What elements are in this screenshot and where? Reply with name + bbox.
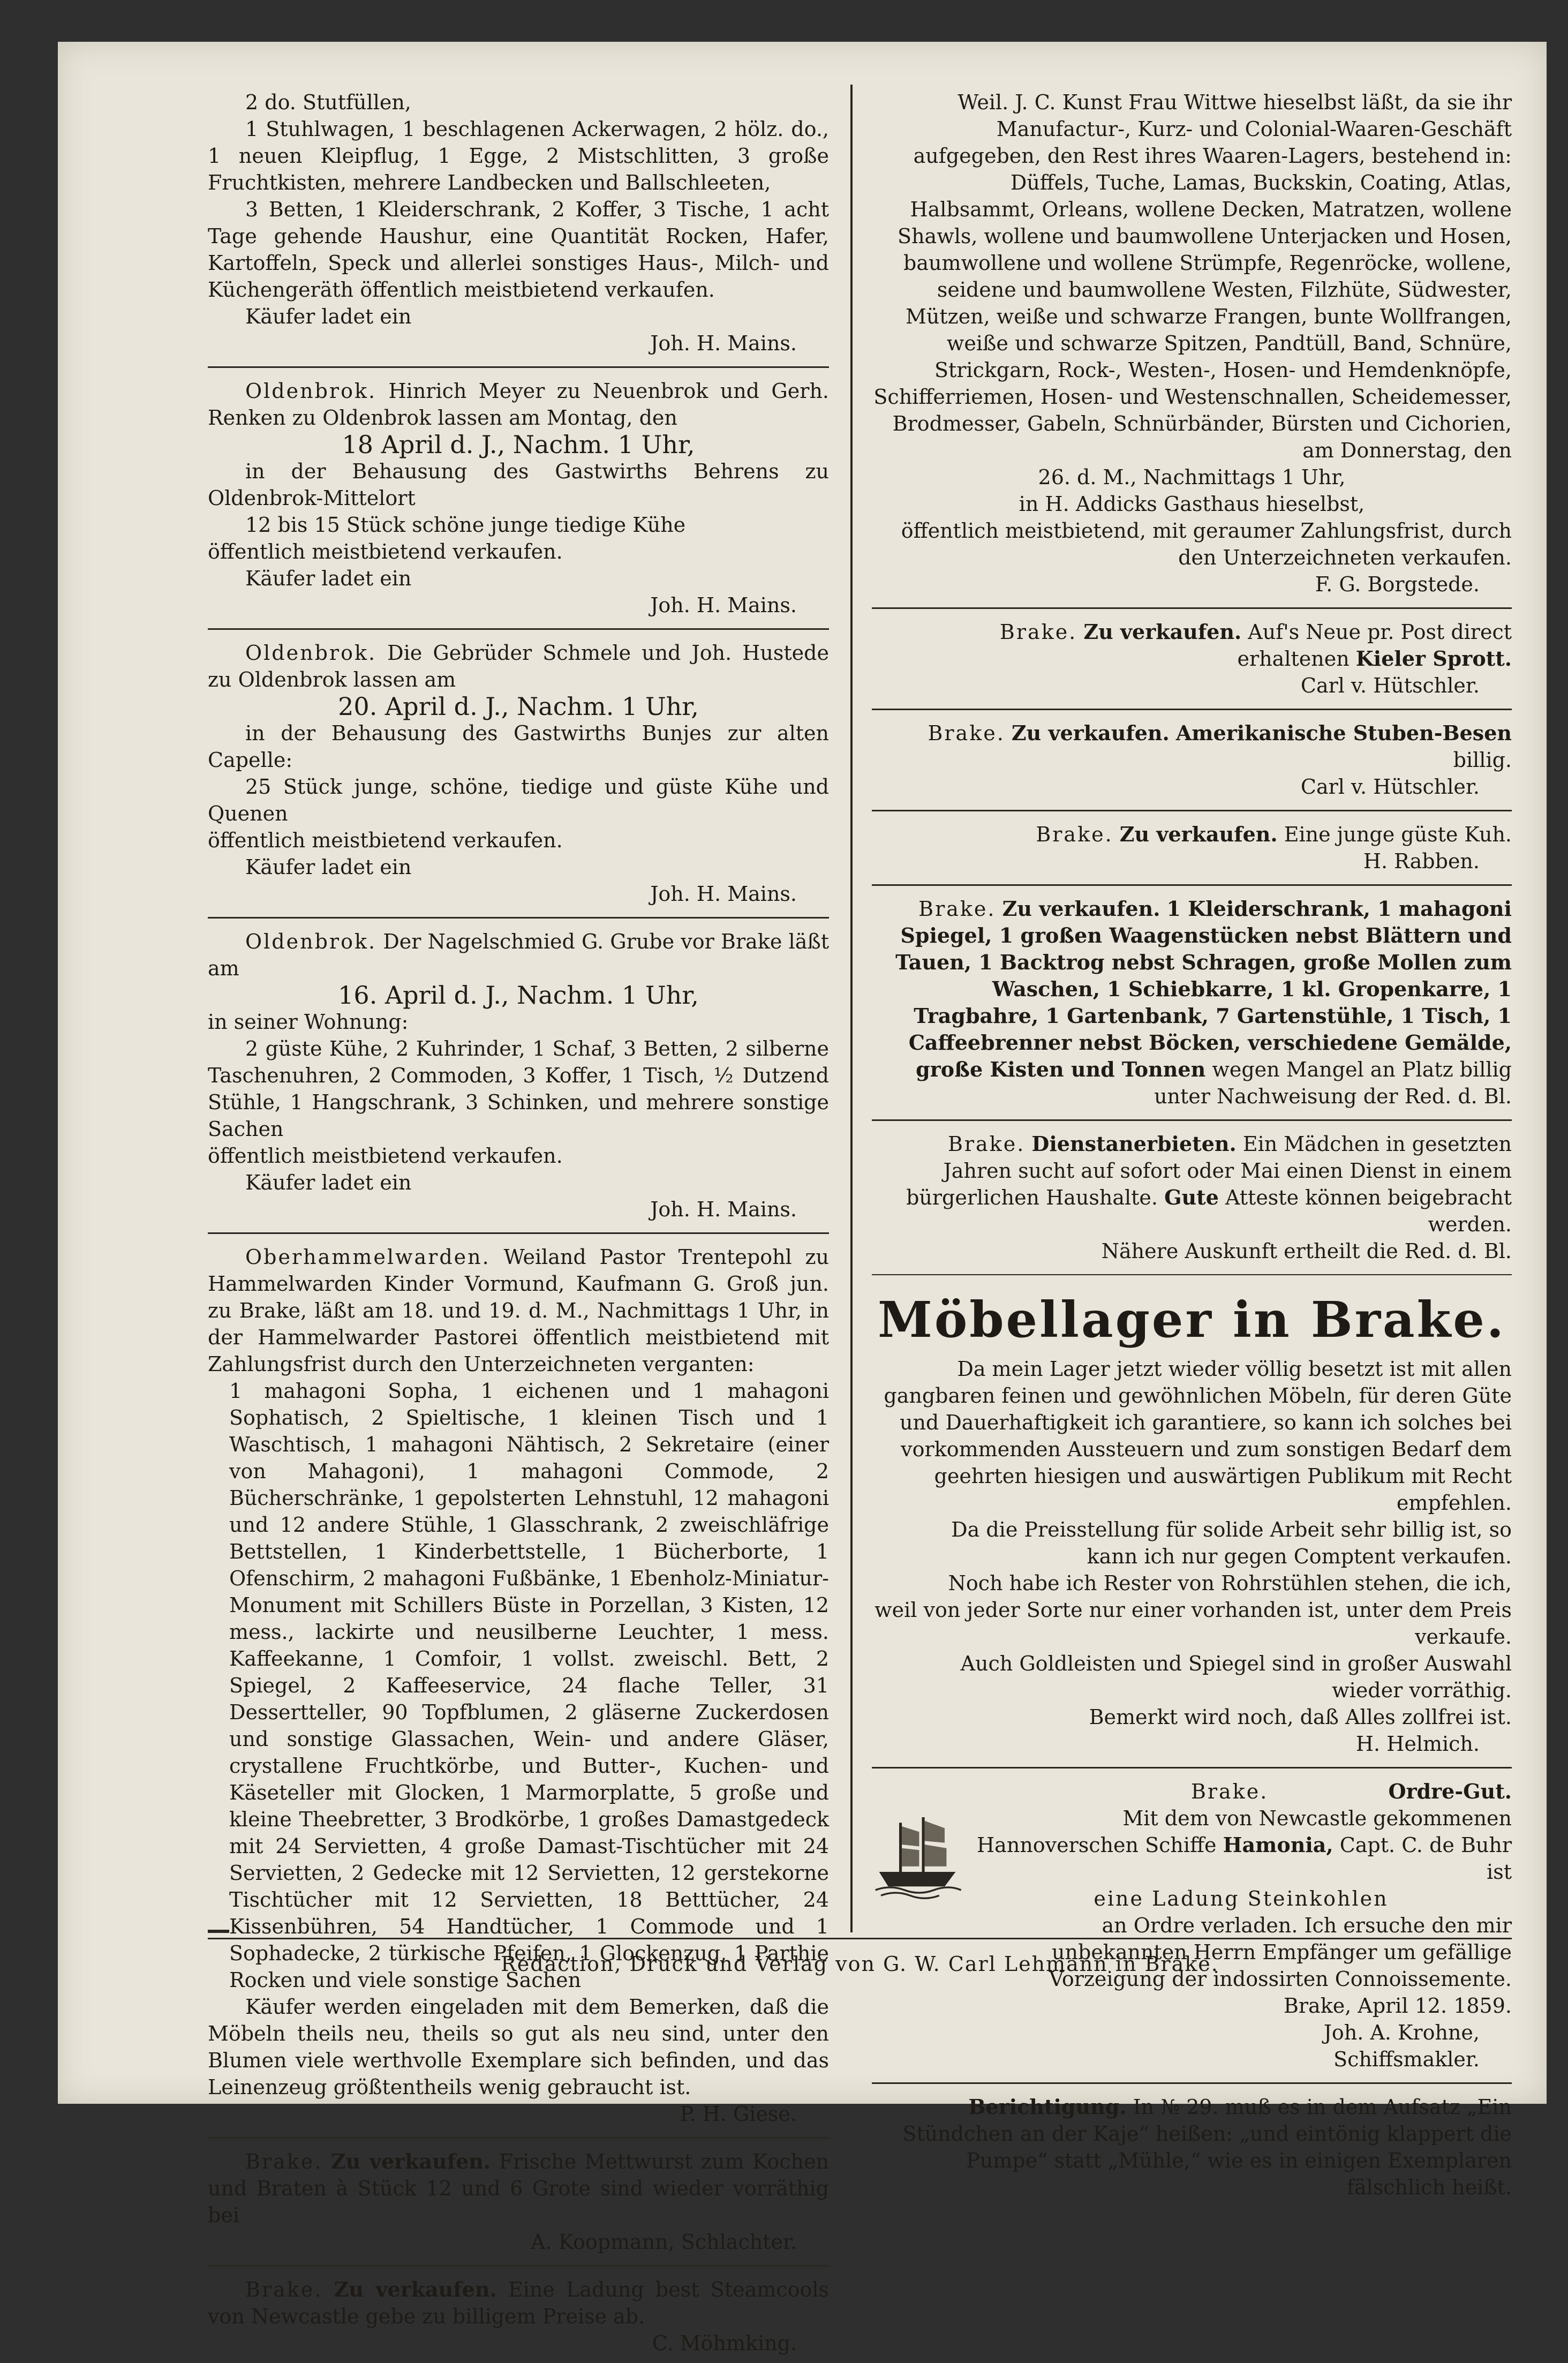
- imprint-footer: Redaction, Druck und Verlag von G. W. Carl Lehmann in Brake.: [208, 1938, 1512, 1976]
- job-ad-dienstanerbieten: [872, 1126, 1512, 1271]
- ad-place: Oldenbrok.: [245, 930, 377, 953]
- ad-divider: [208, 2137, 829, 2139]
- ad-signature: Joh. A. Krohne,: [1323, 2021, 1480, 2044]
- ad-place: Brake.: [947, 1132, 1026, 1156]
- right-column: [872, 85, 1512, 2207]
- ad-product: Kieler Sprott.: [1355, 646, 1512, 671]
- ad-divider: [872, 884, 1512, 886]
- ad-divider: [872, 1274, 1512, 1275]
- ad-signature: H. Rabben.: [1363, 849, 1480, 873]
- ad-closing: öffentlich meistbietend verkaufen.: [208, 829, 563, 852]
- ad-text: wegen Mangel an Platz billig unter Nachweisung der Red. d. Bl.: [1154, 1058, 1512, 1108]
- ad-invite: Käufer ladet ein: [245, 855, 412, 879]
- ad-invite: Käufer ladet ein: [245, 567, 412, 590]
- ad-invite: Käufer ladet ein: [245, 305, 412, 328]
- ad-heading: Berichtigung.: [968, 2095, 1127, 2119]
- ad-paragraph: Auch Goldleisten und Spiegel sind in großer Auswahl wieder vorräthig.: [960, 1652, 1512, 1702]
- ad-signature-title: Schiffsmakler.: [1333, 2048, 1480, 2071]
- ad-signature: Carl v. Hütschler.: [1300, 674, 1480, 697]
- ad-text: Weiland Pastor Trentepohl zu Hammelwarden Kinder Vormund, Kaufmann G. Groß jun. zu Brake, läßt am 18. und 19. d. M., Nachmittags 1 Uhr, in der Hammelwarder Pastorei öffentlich meistbietend mit Zahlungsfrist durch den Unterzeichneten verganten:: [208, 1245, 829, 1376]
- ad-text: Auf's Neue pr. Post direct erhaltenen: [1237, 620, 1512, 671]
- berichtigung-notice: [872, 2089, 1512, 2207]
- ad-signature: Joh. H. Mains.: [650, 593, 797, 617]
- ad-text: Eine Ladung best Steamcools von Newcastle gebe zu billigem Preise ab.: [208, 2278, 829, 2328]
- ad-divider: [208, 1232, 829, 1234]
- ad-bold: Gute: [1164, 1185, 1219, 1209]
- ad-signature: F. G. Borgstede.: [1315, 573, 1480, 596]
- ad-place: Brake.: [1190, 1780, 1269, 1803]
- ad-heading: Zu verkaufen.: [1119, 822, 1278, 846]
- ad-items: 25 Stück junge, schöne, tiedige und güste Kühe und Quenen: [208, 775, 829, 825]
- ad-line: 2 do. Stutfüllen,: [245, 91, 411, 114]
- ad-paragraph: Da die Preisstellung für solide Arbeit sehr billig ist, so kann ich nur gegen Comptent verkaufen.: [951, 1518, 1512, 1568]
- ad-date-intro: am Donnerstag, den: [1302, 439, 1512, 462]
- ad-closing: öffentlich meistbietend verkaufen.: [208, 1144, 563, 1168]
- ad-location: in der Behausung des Gastwirths Bunjes zur alten Capelle:: [208, 721, 829, 772]
- ad-items: 12 bis 15 Stück schöne junge tiedige Kühe: [245, 513, 686, 537]
- ad-text: Mit dem von Newcastle gekommenen Hannoverschen Schiffe: [977, 1807, 1512, 1857]
- auction-ad-oldenbrok-1: [208, 373, 829, 625]
- ad-date: 18 April d. J., Nachm. 1 Uhr,: [342, 430, 695, 459]
- ad-heading: Dienstanerbieten.: [1031, 1132, 1237, 1156]
- ad-date: 20. April d. J., Nachm. 1 Uhr,: [338, 692, 699, 721]
- ad-signature: Carl v. Hütschler.: [1300, 775, 1480, 799]
- ad-product: Amerikanische Stuben-Besen: [1175, 721, 1512, 745]
- ad-line: 3 Betten, 1 Kleiderschrank, 2 Koffer, 3 Tische, 1 acht Tage gehende Haushur, eine Quantität Rocken, Hafer, Kartoffeln, Speck und allerlei sonstiges Haus-, Milch- und Küchengeräth öffentlich meistbietend verkaufen.: [208, 198, 829, 302]
- ad-text: Frische Mettwurst zum Kochen und Braten à Stück 12 und 6 Grote sind wieder vorräthig bei: [208, 2150, 829, 2227]
- auction-ad-oldenbrok-2: [208, 635, 829, 914]
- ad-text: Weil. J. C. Kunst Frau Wittwe hieselbst läßt, da sie ihr Manufactur-, Kurz- und Colonial-Waaren-Geschäft aufgegeben, den Rest ihres Waaren-Lagers, bestehend in:: [913, 91, 1512, 168]
- ad-place: Brake.: [918, 897, 996, 921]
- auction-ad-oberhammelwarden: [208, 1239, 829, 2134]
- newspaper-page: [58, 42, 1547, 2355]
- ad-text: Die Gebrüder Schmele und Joh. Hustede zu Oldenbrok lassen am: [208, 641, 829, 691]
- ad-signature: Joh. H. Mains.: [650, 882, 797, 906]
- ad-closing: öffentlich meistbietend verkaufen.: [208, 540, 563, 563]
- ad-date: 16. April d. J., Nachm. 1 Uhr,: [338, 981, 699, 1010]
- ad-place: Brake.: [999, 620, 1077, 644]
- ad-items: 1 mahagoni Sopha, 1 eichenen und 1 mahagoni Sophatisch, 2 Spieltische, 1 kleinen Tisch und 1 Waschtisch, 1 mahagoni Nähtisch, 2 Sekretaire (einer von Mahagoni), 1 mahagoni Commode, 2 Bücherschränke, 1 gepolsterten Lehnstuhl, 12 mahagoni und 12 andere Stühle, 1 Glasschrank, 2 zweischläfrige Bettstellen, 1 Kinderbettstelle, 1 Bücherborte, 1 Ofenschirm, 2 mahagoni Fußbänke, 1 Ebenholz-Miniatur-Monument mit Schillers Büste in Porzellan, 3 Kisten, 12 mess., lackirte und neusilberne Leuchter, 1 mess. Kaffeekanne, 1 Comfoir, 1 vollst. zweischl. Bett, 2 Spiegel, 2 Kaffeeservice, 24 flache Teller, 31 Dessertteller, 90 Topfblumen, 2 gläserne Zuckerdosen und sonstige Glassachen, Wein- und andere Gläser, crystallene Fruchtkörbe, und Butter-, Kuchen- und Käseteller mit Glocken, 1 Marmorplatte, 5 große und kleine Theebretter, 3 Brodkörbe, 1 großes Damastgedeck mit 24 Servietten, 4 große Damast-Tischtücher mit 24 Servietten, 2 Gedecke mit 12 Servietten, 12 gerstekorne Tischtücher mit 12 Servietten, 18 Betttücher, 24 Kissenbühren, 54 Handtücher, 1 Commode und 1 Sophadecke, 2 türkische Pfeifen, 1 Glockenzug, 1 Parthie Rocken und viele sonstige Sachen: [229, 1379, 829, 1992]
- footer-mark: [208, 1930, 229, 1933]
- ad-text: In № 29. muß es in dem Aufsatz „Ein Stündchen an der Kaje“ heißen: „und eintönig klappert die Pumpe“ statt „Mühle,“ wie es in einigen Exemplaren fälschlich heißt.: [902, 2095, 1512, 2199]
- ad-divider: [872, 1767, 1512, 1769]
- ad-items: 1 Kleiderschrank, 1 mahagoni Spiegel, 1 großen Waagenstücken nebst Blättern und Tauen, 1 Backtrog nebst Schragen, große Mollen zum Waschen, 1 Schiebkarre, 1 kl. Gropenkarre, 1 Tragbahre, 1 Gartenbank, 7 Gartenstühle, 1 Tisch, 1 Caffeebrenner nebst Böcken, verschiedene Gemälde, große Kisten und Tonnen: [895, 897, 1512, 1081]
- ad-place: Brake.: [1036, 823, 1113, 846]
- sailing-ship-icon: [872, 1808, 963, 1899]
- ad-note: Nähere Auskunft ertheilt die Red. d. Bl.: [1101, 1239, 1512, 1263]
- ad-signature: A. Koopmann, Schlachter.: [530, 2230, 797, 2254]
- ad-closing: öffentlich meistbietend, mit geraumer Zahlungsfrist, durch den Unterzeichneten verkaufen.: [901, 519, 1512, 569]
- ad-heading: Zu verkaufen.: [1002, 897, 1160, 921]
- ad-ship-name: Hamonia,: [1223, 1833, 1333, 1857]
- ad-items: Düffels, Tuche, Lamas, Buckskin, Coating, Atlas, Halbsammt, Orleans, wollene Decken, Matratzen, wollene Shawls, wollene und baumwollene Unterjacken und Hosen, baumwollene und wollene Strümpfe, Regenröcke, wollene, seidene und baumwollene Westen, Filzhüte, Südwester, Mützen, weiße und schwarze Frangen, bunte Wollfrangen, weiße und schwarze Spitzen, Pandtüll, Band, Schnüre, Strickgarn, Rock-, Westen-, Hosen- und Hemdenknöpfe, Schifferriemen, Hosen- und Westenschnallen, Scheidemesser, Brodmesser, Gabeln, Schnürbänder, Bürsten und Cichorien,: [873, 171, 1512, 435]
- sale-ad-furniture: [872, 891, 1512, 1116]
- auction-ad-farm-goods: [208, 85, 829, 363]
- ad-paragraph: Bemerkt wird noch, daß Alles zollfrei ist.: [1089, 1705, 1512, 1729]
- auction-ad-kunst: [872, 85, 1512, 604]
- ad-heading: Ordre-Gut.: [1388, 1779, 1512, 1803]
- ad-place: Brake.: [245, 2150, 323, 2173]
- ordre-gut-ad: [872, 1774, 1512, 2079]
- ad-signature: Joh. H. Mains.: [650, 332, 797, 355]
- ad-text: billig.: [1453, 748, 1512, 772]
- ad-paragraph: Da mein Lager jetzt wieder völlig besetzt ist mit allen gangbaren feinen und gewöhnlichen Möbeln, für deren Güte und Dauerhaftigkeit ich garantiere, so kann ich solches bei vorkommenden Aussteuern und zum sonstigen Bedarf dem geehrten hiesigen und auswärtigen Publikum mit Recht empfehlen.: [884, 1357, 1512, 1515]
- ad-divider: [872, 607, 1512, 609]
- ad-date: 26. d. M., Nachmittags 1 Uhr,: [1038, 465, 1346, 489]
- sale-ad-steamcools: [208, 2272, 829, 2363]
- sale-ad-mettwurst: [208, 2144, 829, 2262]
- ad-place: Oldenbrok.: [245, 379, 377, 403]
- ad-closing: Käufer werden eingeladen mit dem Bemerken, daß die Möbeln theils neu, theils so gut als neu sind, unter den Blumen viele werthvolle Exemplare sich befinden, und das Leinenzeug größtentheils wenig gebraucht ist.: [208, 1995, 829, 2099]
- ad-text: Capt. C. de Buhr ist: [1339, 1833, 1512, 1884]
- ad-heading: Zu verkaufen.: [1083, 620, 1242, 644]
- ad-signature: C. Möhmking.: [652, 2331, 797, 2355]
- ad-text: eine Ladung Steinkohlen: [1094, 1887, 1389, 1910]
- ad-invite: Käufer ladet ein: [245, 1171, 412, 1194]
- auction-ad-oldenbrok-3: [208, 924, 829, 1229]
- moebellager-ad: [872, 1281, 1512, 1764]
- ad-divider: [208, 628, 829, 630]
- ad-heading: Zu verkaufen.: [330, 2149, 491, 2173]
- ad-location: in der Behausung des Gastwirths Behrens zu Oldenbrok-Mittelort: [208, 460, 829, 510]
- sale-ad-kieler-sprott: [872, 614, 1512, 705]
- ad-signature: P. H. Giese.: [680, 2102, 797, 2126]
- ad-place: Oldenbrok.: [245, 641, 377, 665]
- ad-divider: [872, 1119, 1512, 1121]
- ad-line: 1 Stuhlwagen, 1 beschlagenen Ackerwagen, 2 hölz. do., 1 neuen Kleipflug, 1 Egge, 2 Mistschlitten, 3 große Fruchtkisten, mehrere Landbecken und Ballschleeten,: [208, 117, 829, 194]
- ad-text: Ein Mädchen in gesetzten Jahren sucht auf sofort oder Mai einen Dienst in einem bürgerlichen Haushalte.: [906, 1132, 1512, 1209]
- ad-divider: [872, 709, 1512, 710]
- ad-place: Brake.: [928, 721, 1005, 745]
- ad-paragraph: Noch habe ich Rester von Rohrstühlen stehen, die ich, weil von jeder Sorte nur einer vorhanden ist, unter dem Preis verkaufe.: [875, 1571, 1512, 1649]
- ad-signature: H. Helmich.: [1355, 1732, 1480, 1756]
- ad-signature: Joh. H. Mains.: [650, 1198, 797, 1221]
- ad-divider: [208, 366, 829, 368]
- ad-location: in H. Addicks Gasthaus hieselbst,: [1019, 492, 1365, 516]
- sale-ad-besen: [872, 716, 1512, 807]
- ad-place: Brake.: [245, 2278, 323, 2301]
- ad-heading: Zu verkaufen.: [1011, 721, 1170, 745]
- ad-text: Eine junge güste Kuh.: [1284, 823, 1512, 846]
- ad-heading: Zu verkaufen.: [334, 2277, 497, 2301]
- ad-place: Oberhammelwarden.: [245, 1245, 491, 1269]
- column-divider: [850, 85, 853, 1932]
- ad-divider: [872, 2082, 1512, 2084]
- ad-text: an Ordre verladen. Ich ersuche den mir unbekannten Herrn Empfänger um gefällige Vorzeigung der indossirten Connoissemente.: [1049, 1914, 1512, 1991]
- left-column: [208, 85, 829, 2363]
- ad-divider: [872, 810, 1512, 811]
- ad-date: Brake, April 12. 1859.: [1283, 1994, 1512, 2018]
- ad-text: Hinrich Meyer zu Neuenbrok und Gerh. Renken zu Oldenbrok lassen am Montag, den: [208, 379, 829, 430]
- ad-text: Der Nagelschmied G. Grube vor Brake läßt am: [208, 930, 829, 980]
- ad-heading: Möbellager in Brake.: [878, 1291, 1506, 1349]
- sale-ad-kuh: [872, 817, 1512, 881]
- ad-items: 2 güste Kühe, 2 Kuhrinder, 1 Schaf, 3 Betten, 2 silberne Taschenuhren, 2 Commoden, 3 Koffer, 1 Tisch, ½ Dutzend Stühle, 1 Hangschrank, 3 Schinken, und mehrere sonstige Sachen: [208, 1037, 829, 1141]
- ad-divider: [208, 2265, 829, 2267]
- ad-divider: [208, 917, 829, 919]
- ad-location: in seiner Wohnung:: [208, 1010, 409, 1034]
- ad-text: Atteste können beigebracht werden.: [1225, 1186, 1512, 1236]
